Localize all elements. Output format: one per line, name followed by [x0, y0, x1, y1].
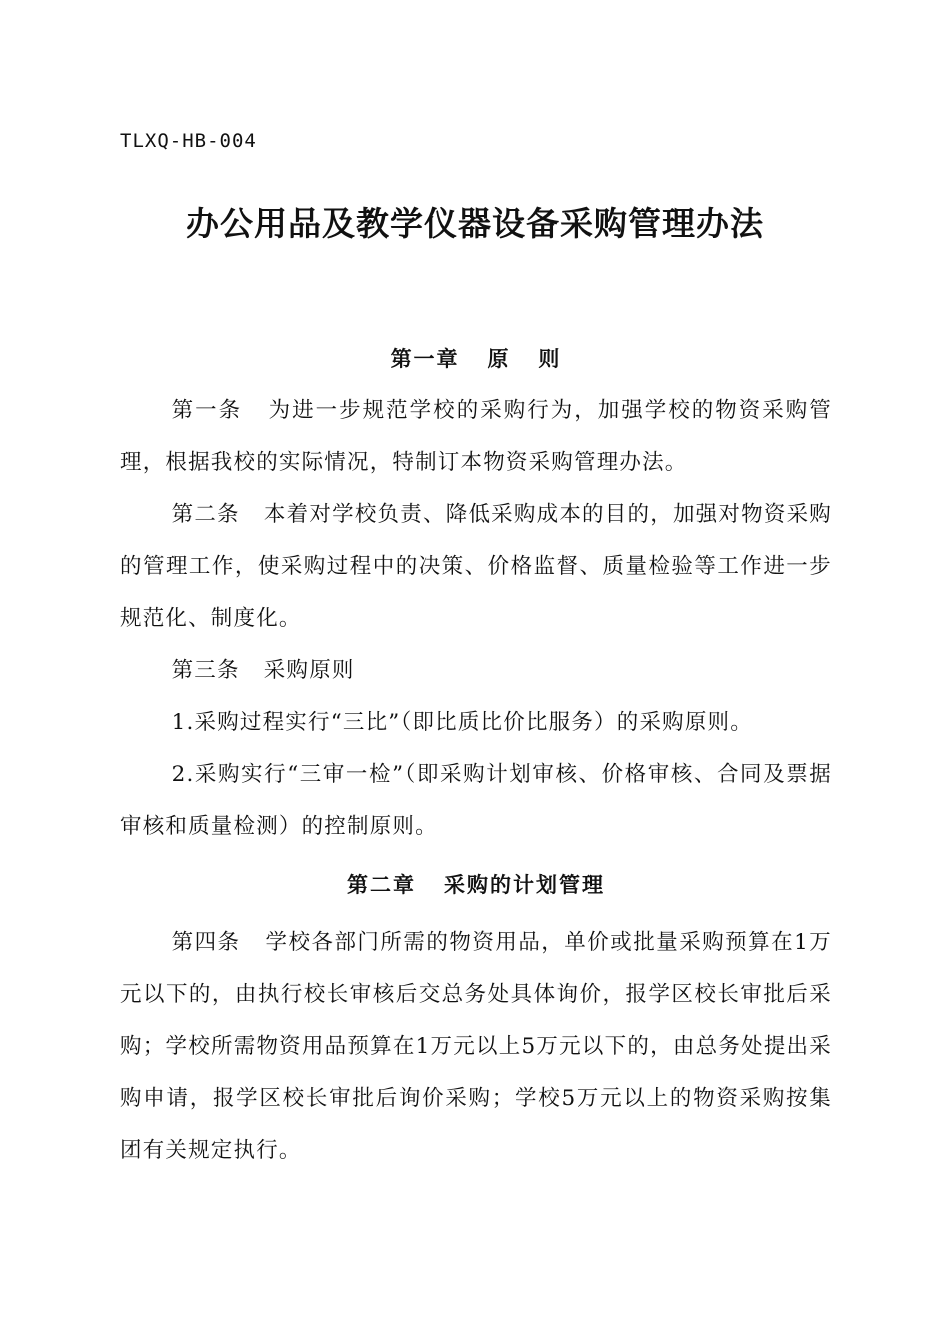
article-2: 第二条 本着对学校负责、降低采购成本的目的，加强对物资采购的管理工作，使采购过程中的决策、价格监督、质量检验等工作进一步规范化、制度化。 — [120, 502, 832, 631]
document-title: 办公用品及教学仪器设备采购管理办法 — [186, 204, 764, 243]
chapter-1-heading: 第一章 原 则 — [390, 347, 562, 371]
article-3-item-2: 2.采购实行“三审一检”（即采购计划审核、价格审核、合同及票据审核和质量检测）的控制原则。 — [120, 762, 832, 839]
article-4: 第四条 学校各部门所需的物资用品，单价或批量采购预算在1万元以下的，由执行校长审核后交总务处具体询价，报学区校长审批后采购；学校所需物资用品预算在1万元以上5万元以下的，由总务处提出采购申请，报学区校长审批后询价采购；学校5万元以上的物资采购按集团有关规定执行。 — [120, 930, 832, 1163]
article-1: 第一条 为进一步规范学校的采购行为，加强学校的物资采购管理，根据我校的实际情况，特制订本物资采购管理办法。 — [120, 398, 832, 475]
document-body — [120, 333, 832, 1177]
article-3: 第三条 采购原则 — [171, 658, 355, 683]
article-3-item-1: 1.采购过程实行“三比”（即比质比价比服务）的采购原则。 — [171, 710, 753, 735]
chapter-2-heading: 第二章 采购的计划管理 — [347, 873, 605, 897]
document-code: TLXQ-HB-004 — [120, 130, 257, 152]
